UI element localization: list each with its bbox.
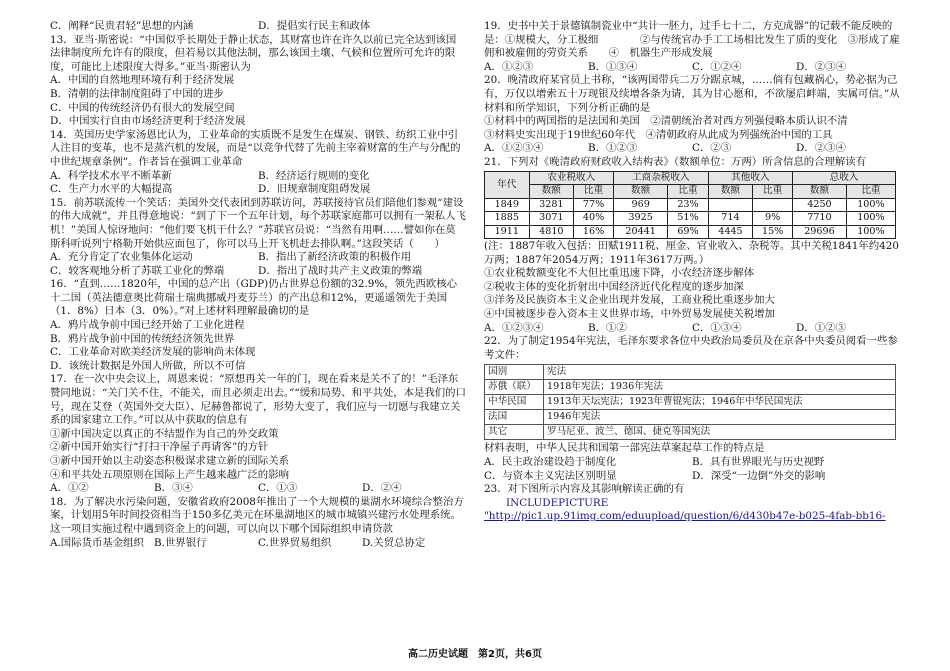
- table-subheader: 比重: [668, 185, 708, 199]
- table-header: 年代: [485, 171, 530, 198]
- table-cell: 1911: [485, 225, 530, 239]
- table-subheader: 比重: [574, 185, 614, 199]
- table-row: [485, 365, 896, 380]
- text-line: 材料表明，中华人民共和国第一部宪法草案起草工作的特点是: [484, 442, 765, 455]
- right-column: [484, 20, 900, 524]
- option-b: B.世界银行: [154, 536, 207, 549]
- option-a: C．生产力水平的大幅提高: [50, 183, 173, 196]
- answer-options: [50, 183, 466, 197]
- table-cell: 3071: [529, 212, 574, 226]
- text-line: B．鸦片战争前中国的传统经济领先世界: [50, 332, 235, 345]
- table-cell: 法国: [485, 410, 544, 425]
- text-line: (注：1887年收入包括：田赋1911税、厘金、官业收入、杂税等。其中关税1841年约420万两；1887年2054万两；1911年3617万两。）: [484, 240, 899, 266]
- table-cell: 4250: [793, 198, 847, 212]
- option-c: C．①③: [258, 482, 298, 495]
- table-cell: 23%: [668, 198, 708, 212]
- left-column: [50, 20, 466, 550]
- text-line: 17．在一次中央会议上，周恩来说：“原想再关一年的门，现在看来是关不了的！”毛泽东赞同地说：“关门关不住，不能关，而且必须走出去。”“缓和局势、和平共处，本是我们的口号，现在艾登（英国外交大臣）、尼赫鲁都说了，形势大变了，我们应与一切愿与我建立关系的国家建立工作。”可以从中获取的信息有: [50, 373, 466, 427]
- table-row: [485, 395, 896, 410]
- table-subheader: 数额: [708, 185, 753, 199]
- table-cell: 16%: [574, 225, 614, 239]
- table-cell: 20441: [613, 225, 667, 239]
- option-a: A．①②③④: [484, 142, 544, 155]
- table-cell: 714: [708, 212, 753, 226]
- answer-options: [484, 322, 900, 336]
- option-d: D．①②③: [796, 321, 846, 334]
- table-cell: 1946年宪法: [544, 410, 896, 425]
- answer-options: [50, 537, 466, 551]
- picture-link[interactable]: "http://pic1.up.91img.com/eduupload/question/6/d430b47e-b025-4fab-bb16-: [484, 510, 886, 523]
- table-row: [485, 225, 896, 239]
- text-line: 15．前苏联流传一个笑话：美国外交代表团到苏联访问，苏联接待官员们陪他们参观“建设的伟大成就”，并且得意地说：“到了下一个五年计划，每个苏联家庭都可以拥有一架私人飞机！”美国人惊讶地问：“他们要飞机干什么？”苏联官员说：“当然有用啊……譬如你在莫斯科听说列宁格勒开始供应面包了，你可以马上开飞机赶去排队啊。”这段笑话（ ）: [50, 196, 466, 250]
- table-cell: 4445: [708, 225, 753, 239]
- table-cell: 罗马尼亚、波兰、德国、捷克等国宪法: [544, 425, 896, 440]
- table-row: [485, 212, 896, 226]
- table-cell: 7710: [793, 212, 847, 226]
- table-cell: 其它: [485, 425, 544, 440]
- text-line: C．中国的传统经济仍有很大的发展空间: [50, 101, 235, 114]
- option-a: A．充分肯定了农业集体化运动: [50, 251, 193, 264]
- includepicture-field: INCLUDEPICTURE: [506, 496, 609, 509]
- table-cell: 100%: [846, 212, 895, 226]
- answer-options: [484, 142, 900, 156]
- option-b: D．提倡实行民主和政体: [258, 20, 371, 32]
- option-a: A．民主政治建设趋于制度化: [484, 455, 617, 468]
- table-cell: 4810: [529, 225, 574, 239]
- answer-options: [50, 482, 466, 496]
- table-cell: 1885: [485, 212, 530, 226]
- text-line: ③洋务及民族资本主义企业出现并发展，工商业税比重逐步加大: [484, 294, 775, 307]
- text-line: 21．下列对《晚清政府财政收入结构表》（数额单位：万两）所含信息的合理解读有: [484, 155, 867, 168]
- option-b: D．指出了战时共产主义政策的弊端: [258, 264, 423, 277]
- option-a: A.国际货币基金组织: [50, 536, 144, 549]
- text-line: 23．对下图所示内容及其影响解读正确的有: [484, 483, 685, 496]
- text-line: D．该统计数据是外国人所做，所以不可信: [50, 359, 246, 372]
- option-a: A．科学技术水平不断革新: [50, 169, 172, 182]
- text-line: 20．晚清政府某官员上书称，“该两国带兵二万分踞京城，……倘有包藏祸心，势必据为己有，万仅以增索五十万现银及续增各条为请，其为甘心愿和，不欲屡启衅端，实属可信。”从材料和所学知识，下列分析正确的是: [484, 74, 900, 114]
- text-line: ①新中国决定以真正的不结盟作为自己的外交政策: [50, 427, 279, 440]
- answer-options: [50, 251, 466, 265]
- question-22-23-text: [484, 442, 900, 496]
- option-d: D．②③④: [796, 60, 846, 73]
- fiscal-revenue-table: [484, 171, 896, 240]
- table-cell: 3925: [613, 212, 667, 226]
- option-b: B．具有世界眼光与历史视野: [692, 455, 825, 468]
- table-cell: 15%: [753, 225, 793, 239]
- text-line: ②新中国开始实行“打扫干净屋子再请客”的方针: [50, 441, 269, 454]
- table-subheader: 比重: [753, 185, 793, 199]
- table-cell: 苏俄（联）: [485, 380, 544, 395]
- text-line: 22．为了制定1954年宪法，毛泽东要求各位中央政治局委员及在京各中央委员阅看一些参考文件：: [484, 335, 898, 361]
- text-line: ①材料中的两国指的是法国和美国 ②清朝统治者对西方列强侵略本质认识不清: [484, 115, 848, 128]
- table-cell: 29696: [793, 225, 847, 239]
- text-line: 16．“直到……1820年，中国的总产出（GDP)仍占世界总份额的32.9%，领先西欧核心十二国（英法德意奥比荷瑞士瑞典挪威丹麦芬兰）的产出总和12%，更遥遥领先于美国（1．8%）日本（3．0%）。”对上述材料理解最确切的是: [50, 278, 457, 318]
- option-b: B．③④: [154, 482, 193, 495]
- text-line: ③材料史实出现于19世纪60年代 ④清朝政府从此成为列强统治中国的工具: [484, 128, 833, 141]
- option-a: A．①②③④: [484, 321, 544, 334]
- table-cell: 77%: [574, 198, 614, 212]
- table-row: [485, 380, 896, 395]
- answer-options: [484, 61, 900, 75]
- text-line: D．中国实行自由市场经济更利于经济发展: [50, 115, 246, 128]
- text-line: ①农业税数额变化不大但比重迅速下降，小农经济逐步解体: [484, 267, 755, 280]
- answer-options: [50, 20, 466, 34]
- table-subheader: 比重: [846, 185, 895, 199]
- table-cell: 宪法: [544, 365, 896, 380]
- text-line: B．清朝的法律制度阻碍了中国的进步: [50, 87, 224, 100]
- table-header: 农业税收入: [529, 171, 613, 185]
- table-cell: 1849: [485, 198, 530, 212]
- text-line: ④和平共处五项原则在国际上产生越来越广泛的影响: [50, 468, 289, 481]
- table-header: 工商杂税收入: [613, 171, 708, 185]
- option-a: A．①②: [50, 482, 89, 495]
- table-cell: 9%: [753, 212, 793, 226]
- table-cell: 3281: [529, 198, 574, 212]
- table-header: 其他收入: [708, 171, 792, 185]
- option-c: C．②③: [692, 142, 732, 155]
- table-subheader: 数额: [793, 185, 847, 199]
- text-line: A．鸦片战争前中国已经开始了工业化进程: [50, 319, 245, 332]
- option-a: C．阐释“民贵君轻”思想的内涵: [50, 20, 194, 32]
- table-row: [485, 198, 896, 212]
- option-b: D．深受“一边倒”外交的影响: [692, 469, 826, 482]
- table-cell: 100%: [846, 198, 895, 212]
- table-row: [485, 425, 896, 440]
- option-d: D.关贸总协定: [362, 536, 426, 549]
- text-line: A．中国的自然地理环境有利于经济发展: [50, 74, 235, 87]
- table-cell: [708, 198, 753, 212]
- table-cell: 100%: [846, 225, 895, 239]
- answer-options: [50, 170, 466, 184]
- table-cell: 40%: [574, 212, 614, 226]
- option-a: C．与资本主义宪法区别明显: [484, 469, 617, 482]
- constitution-reference-table: [484, 364, 896, 440]
- option-c: C．①②④: [692, 60, 742, 73]
- answer-options: [484, 470, 900, 484]
- table-subheader: 数额: [613, 185, 667, 199]
- option-c: C.世界贸易组织: [258, 536, 332, 549]
- question-21-22-text: [484, 240, 900, 362]
- option-b: B．经济运行规则的变化: [258, 169, 370, 182]
- option-a: A．①②③: [484, 60, 534, 73]
- option-b: B．①③④: [588, 60, 638, 73]
- table-cell: 69%: [668, 225, 708, 239]
- table-cell: 51%: [668, 212, 708, 226]
- option-a: C．较客观地分析了苏联工业化的弊端: [50, 264, 225, 277]
- text-line: 18．为了解决水污染问题，安徽省政府2008年推出了一个大规模的巢湖水环境综合整治方案，计划用5年时间投资相当于150多亿美元在环巢湖地区的城市城镇兴建污水处理系统。这一项目实施过程中遇到资金上的问题，可以向以下哪个国际组织申请贷款: [50, 495, 464, 535]
- table-cell: 1913年天坛宪法；1923年曹锟宪法；1946年中华民国宪法: [544, 395, 896, 410]
- text-line: ②税收主体的变化折射出中国经济近代化程度的逐步加深: [484, 280, 744, 293]
- option-b: B．①②: [588, 321, 627, 334]
- answer-options: [484, 456, 900, 470]
- table-row: [485, 410, 896, 425]
- table-cell: 国别: [485, 365, 544, 380]
- questions-19-21: [484, 20, 900, 170]
- table-cell: 1918年宪法；1936年宪法: [544, 380, 896, 395]
- option-c: C．①③④: [692, 321, 742, 334]
- page-footer: 高二历史试题 第2页，共6页: [408, 649, 542, 660]
- table-cell: [753, 198, 793, 212]
- text-line: 19．史书中关于景德镇制瓷业中“共计一胚力，过手七十二，方克成器”的记载不能反映的是：①规模大，分工极细 ②与传统官办手工工场相比发生了质的变化 ③形成了雇佣和被雇佣的劳资关系 ④ 机器生产形成发展: [484, 20, 900, 60]
- option-d: D．②③④: [796, 142, 846, 155]
- table-cell: 中华民国: [485, 395, 544, 410]
- text-line: 14．英国历史学家汤恩比认为，工业革命的实质既不是发生在煤炭、钢铁、纺织工业中引人注目的变革，也不是蒸汽机的发展，而是“以竞争代替了先前主宰着财富的生产与分配的中世纪规章条例”。作者旨在强调工业革命: [50, 128, 461, 168]
- text-line: C．工业革命对欧美经济发展的影响尚未体现: [50, 346, 256, 359]
- text-line: ④中国被逐步卷入资本主义世界市场，中外贸易发展使关税增加: [484, 308, 775, 320]
- option-b: B．指出了新经济政策的积极作用: [258, 251, 412, 264]
- table-cell: 969: [613, 198, 667, 212]
- answer-options: [50, 265, 466, 279]
- option-b: B．①②③: [588, 142, 638, 155]
- option-b: D．旧规章制度阻碍发展: [258, 183, 371, 196]
- text-line: ③新中国开始以主动姿态积极谋求建立新的国际关系: [50, 455, 289, 467]
- table-header: 总收入: [793, 171, 896, 185]
- table-subheader: 数额: [529, 185, 574, 199]
- option-d: D．②④: [362, 482, 402, 495]
- text-line: 13．亚当·斯密说：“中国似乎长期处于静止状态，其财富也许在许久以前已完全达到该国法律制度所允许有的限度，但若易以其他法制，那么该国土壤、气候和位置所可允许的限度，可能比上述限度大得多。”亚当·斯密认为: [50, 33, 457, 73]
